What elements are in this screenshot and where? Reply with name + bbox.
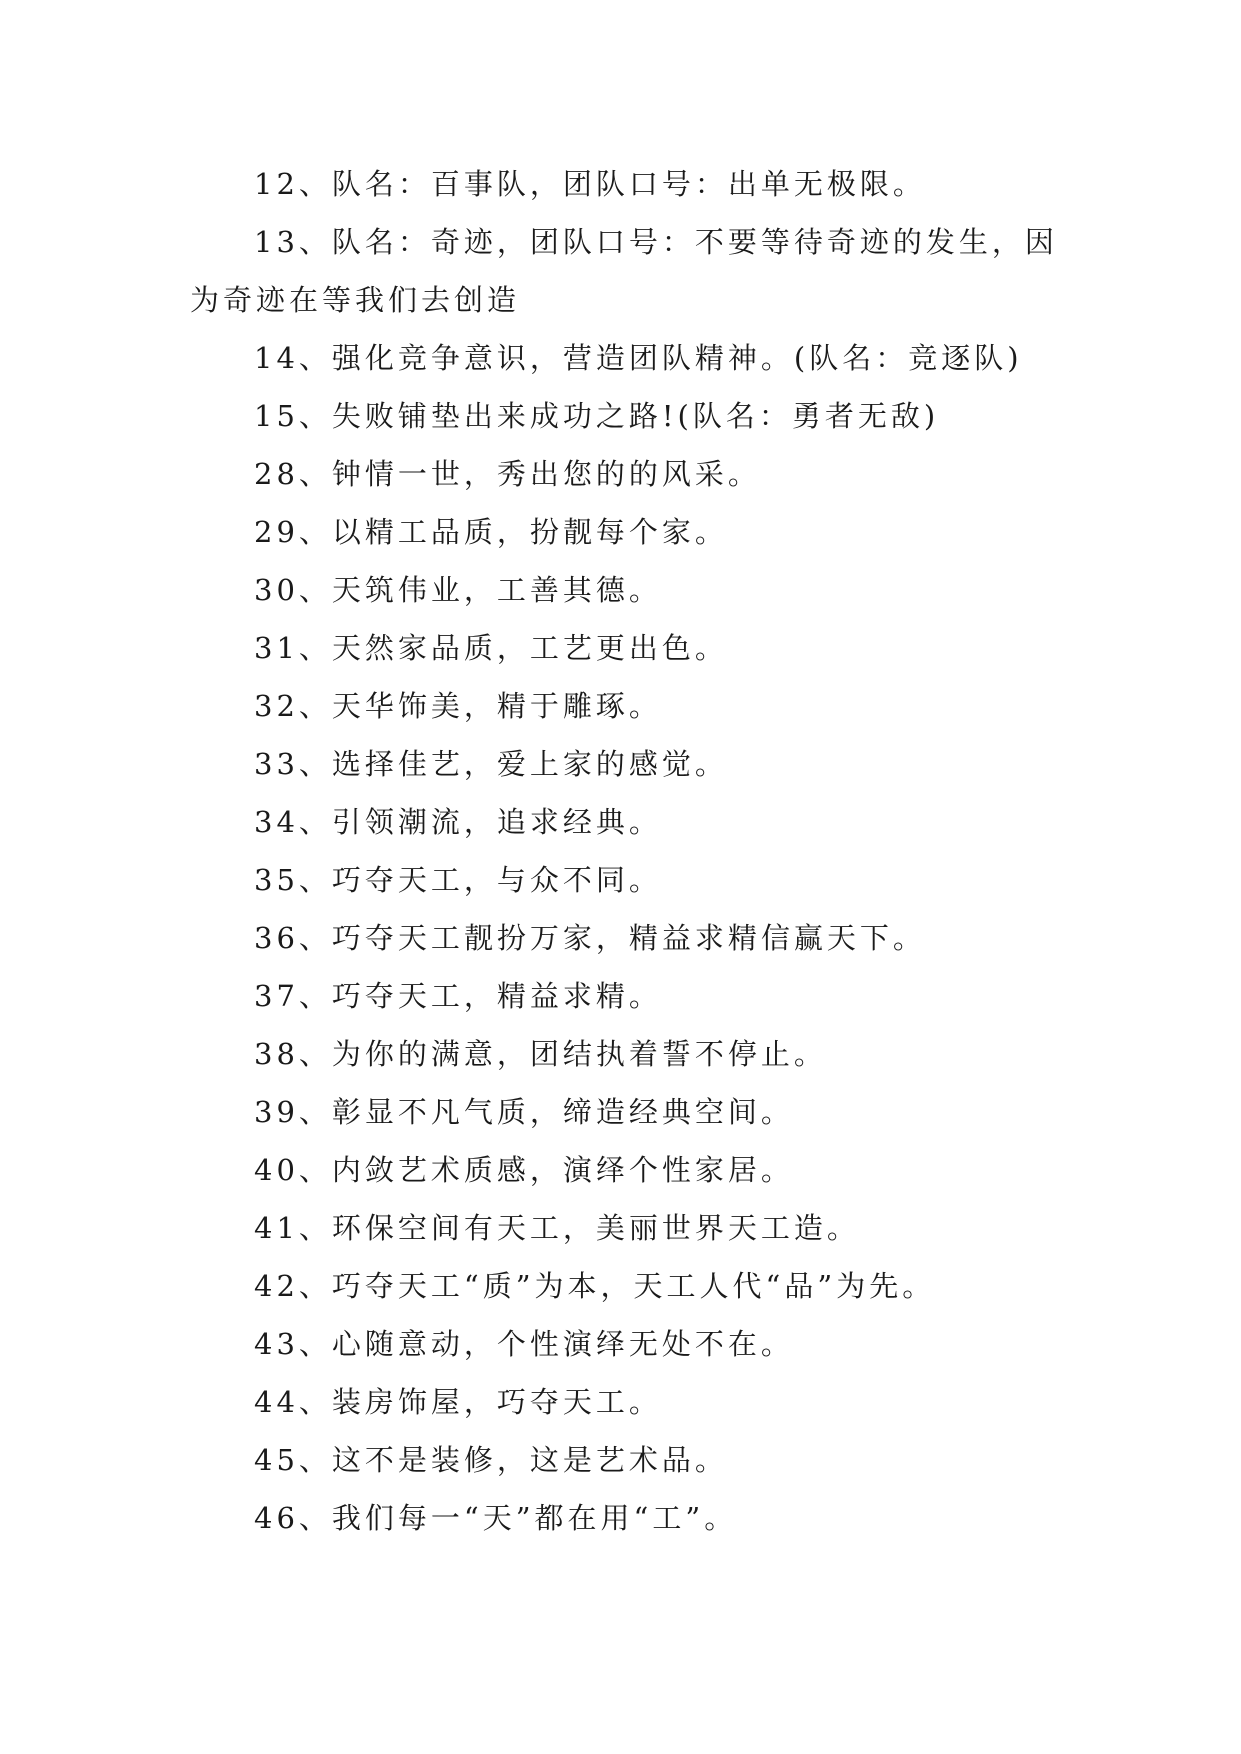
slogan-line-35: 35、巧夺天工，与众不同。	[254, 863, 662, 897]
document-body	[190, 155, 1070, 1547]
slogan-line-32: 32、天华饰美，精于雕琢。	[254, 689, 662, 723]
slogan-line-28: 28、钟情一世，秀出您的的风采。	[254, 457, 761, 491]
slogan-line-14: 14、强化竞争意识，营造团队精神。(队名：竞逐队)	[254, 341, 1023, 375]
slogan-line-38: 38、为你的满意，团结执着誓不停止。	[254, 1037, 827, 1071]
slogan-line-12: 12、队名：百事队，团队口号：出单无极限。	[254, 167, 926, 201]
slogan-line-29: 29、以精工品质，扮靓每个家。	[254, 515, 728, 549]
slogan-line-39: 39、彰显不凡气质，缔造经典空间。	[254, 1095, 794, 1129]
slogan-line-33: 33、选择佳艺，爱上家的感觉。	[254, 747, 728, 781]
slogan-line-43: 43、心随意动，个性演绎无处不在。	[254, 1327, 794, 1361]
slogan-line-45: 45、这不是装修，这是艺术品。	[254, 1443, 728, 1477]
slogan-line-15: 15、失败铺垫出来成功之路!(队名：勇者无敌)	[254, 399, 940, 433]
slogan-line-46: 46、我们每一“天”都在用“工”。	[254, 1501, 738, 1535]
slogan-line-37: 37、巧夺天工，精益求精。	[254, 979, 662, 1013]
slogan-line-42: 42、巧夺天工“质”为本，天工人代“品”为先。	[254, 1269, 936, 1303]
slogan-line-13: 13、队名：奇迹，团队口号：不要等待奇迹的发生，因	[254, 225, 1058, 259]
slogan-line-44: 44、装房饰屋，巧夺天工。	[254, 1385, 662, 1419]
slogan-line-41: 41、环保空间有天工，美丽世界天工造。	[254, 1211, 860, 1245]
slogan-line-34: 34、引领潮流，追求经典。	[254, 805, 662, 839]
slogan-line-36: 36、巧夺天工靓扮万家，精益求精信赢天下。	[254, 921, 926, 955]
slogan-line-30: 30、天筑伟业，工善其德。	[254, 573, 662, 607]
slogan-line-40: 40、内敛艺术质感，演绎个性家居。	[254, 1153, 794, 1187]
slogan-line-31: 31、天然家品质，工艺更出色。	[254, 631, 728, 665]
slogan-line-13-continued: 为奇迹在等我们去创造	[190, 283, 521, 317]
